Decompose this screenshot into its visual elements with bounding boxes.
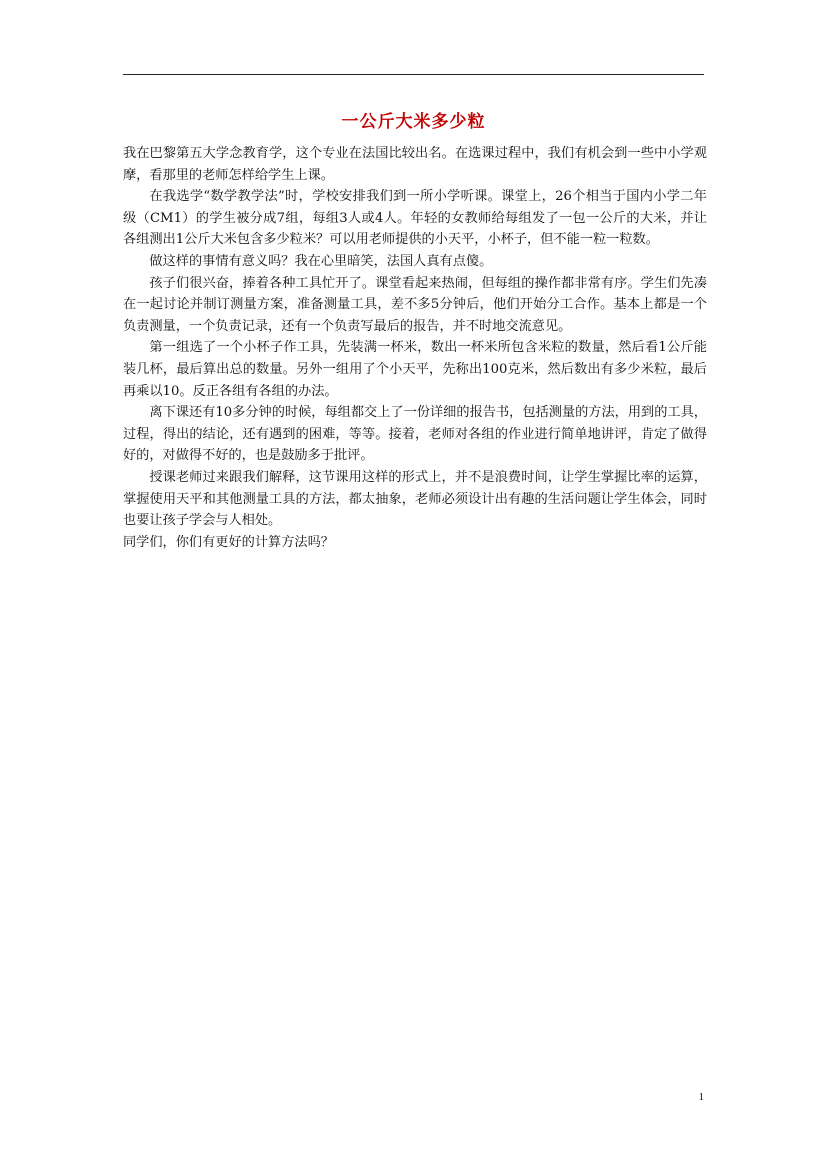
paragraph-4: 孩子们很兴奋，捧着各种工具忙开了。课堂看起来热闹，但每组的操作都非常有序。学生们先凑在一起讨论并制订测量方案，准备测量工具，差不多5分钟后，他们开始分工合作。基本上都是一个负责测量，一个负责记录，还有一个负责写最后的报告，并不时地交流意见。 <box>123 275 707 334</box>
document-title: 一公斤大米多少粒 <box>341 112 486 132</box>
closing-question: 同学们，你们有更好的计算方法吗？ <box>123 534 334 550</box>
page-number: 1 <box>698 1091 704 1103</box>
document-body <box>123 143 707 553</box>
paragraph-7: 授课老师过来跟我们解释，这节课用这样的形式上，并不是浪费时间，让学生掌握比率的运算，掌握使用天平和其他测量工具的方法，都太抽象，老师必须设计出有趣的生活问题让学生体会，同时也要让孩子学会与人相处。 <box>123 469 707 529</box>
paragraph-5: 第一组选了一个小杯子作工具，先装满一杯米，数出一杯米所包含米粒的数量，然后看1公斤能装几杯，最后算出总的数量。另外一组用了个小天平，先称出100克米，然后数出有多少米粒，最后再乘以10。反正各组有各组的办法。 <box>123 340 707 399</box>
paragraph-3: 做这样的事情有意义吗？我在心里暗笑，法国人真有点傻。 <box>149 253 493 269</box>
paragraph-1: 我在巴黎第五大学念教育学，这个专业在法国比较出名。在选课过程中，我们有机会到一些中小学观摩，看那里的老师怎样给学生上课。 <box>123 146 707 183</box>
header-rule <box>123 74 704 75</box>
paragraph-2: 在我选学“数学教学法”时，学校安排我们到一所小学听课。课堂上，26个相当于国内小学二年级（CM1）的学生被分成7组，每组3人或4人。年轻的女教师给每组发了一包一公斤的大米，并让各组测出1公斤大米包含多少粒米？可以用老师提供的小天平，小杯子，但不能一粒一粒数。 <box>123 189 707 248</box>
paragraph-6: 离下课还有10多分钟的时候，每组都交上了一份详细的报告书，包括测量的方法，用到的工具，过程，得出的结论，还有遇到的困难，等等。接着，老师对各组的作业进行简单地讲评，肯定了做得好的，对做得不好的，也是鼓励多于批评。 <box>123 405 707 464</box>
